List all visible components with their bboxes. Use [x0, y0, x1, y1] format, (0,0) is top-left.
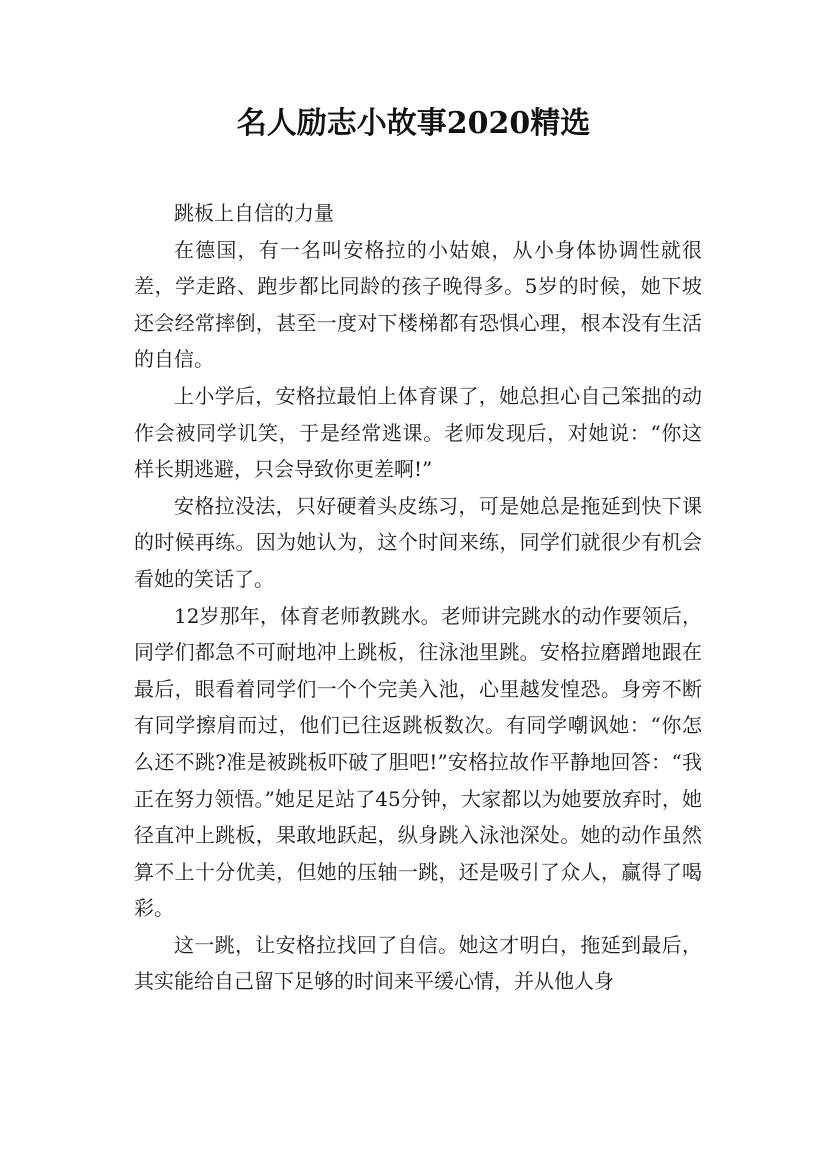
document-body — [134, 195, 702, 1000]
paragraph: 安格拉没法，只好硬着头皮练习，可是她总是拖延到快下课的时候再练。因为她认为，这个时间来练，同学们就很少有机会看她的笑话了。 — [134, 493, 702, 591]
paragraph: 上小学后，安格拉最怕上体育课了，她总担心自己笨拙的动作会被同学讥笑，于是经常逃课。老师发现后，对她说：“你这样长期逃避，只会导致你更差啊!” — [134, 383, 702, 482]
paragraph: 12岁那年，体育老师教跳水。老师讲完跳水的动作要领后，同学们都急不可耐地冲上跳板，往泳池里跳。安格拉磨蹭地跟在最后，眼看着同学们一个个完美入池，心里越发惶恐。身旁不断有同学擦肩而过，他们已往返跳板数次。有同学嘲讽她：“你怎么还不跳?准是被跳板吓破了胆吧!”安格拉故作平静地回答：“我正在努力领悟。”她足足站了45分钟，大家都以为她要放弃时，她径直冲上跳板，果敢地跃起，纵身跳入泳池深处。她的动作虽然算不上十分优美，但她的压轴一跳，还是吸引了众人，赢得了喝彩。 — [134, 603, 702, 921]
paragraph: 这一跳，让安格拉找回了自信。她这才明白，拖延到最后，其实能给自己留下足够的时间来平缓心情，并从他人身 — [134, 932, 702, 994]
document-title: 名人励志小故事2020精选 — [236, 106, 591, 141]
section-heading: 跳板上自信的力量 — [174, 201, 334, 225]
paragraph: 在德国，有一名叫安格拉的小姑娘，从小身体协调性就很差，学走路、跑步都比同龄的孩子晚得多。5岁的时候，她下坡还会经常摔倒，甚至一度对下楼梯都有恐惧心理，根本没有生活的自信。 — [134, 237, 702, 372]
